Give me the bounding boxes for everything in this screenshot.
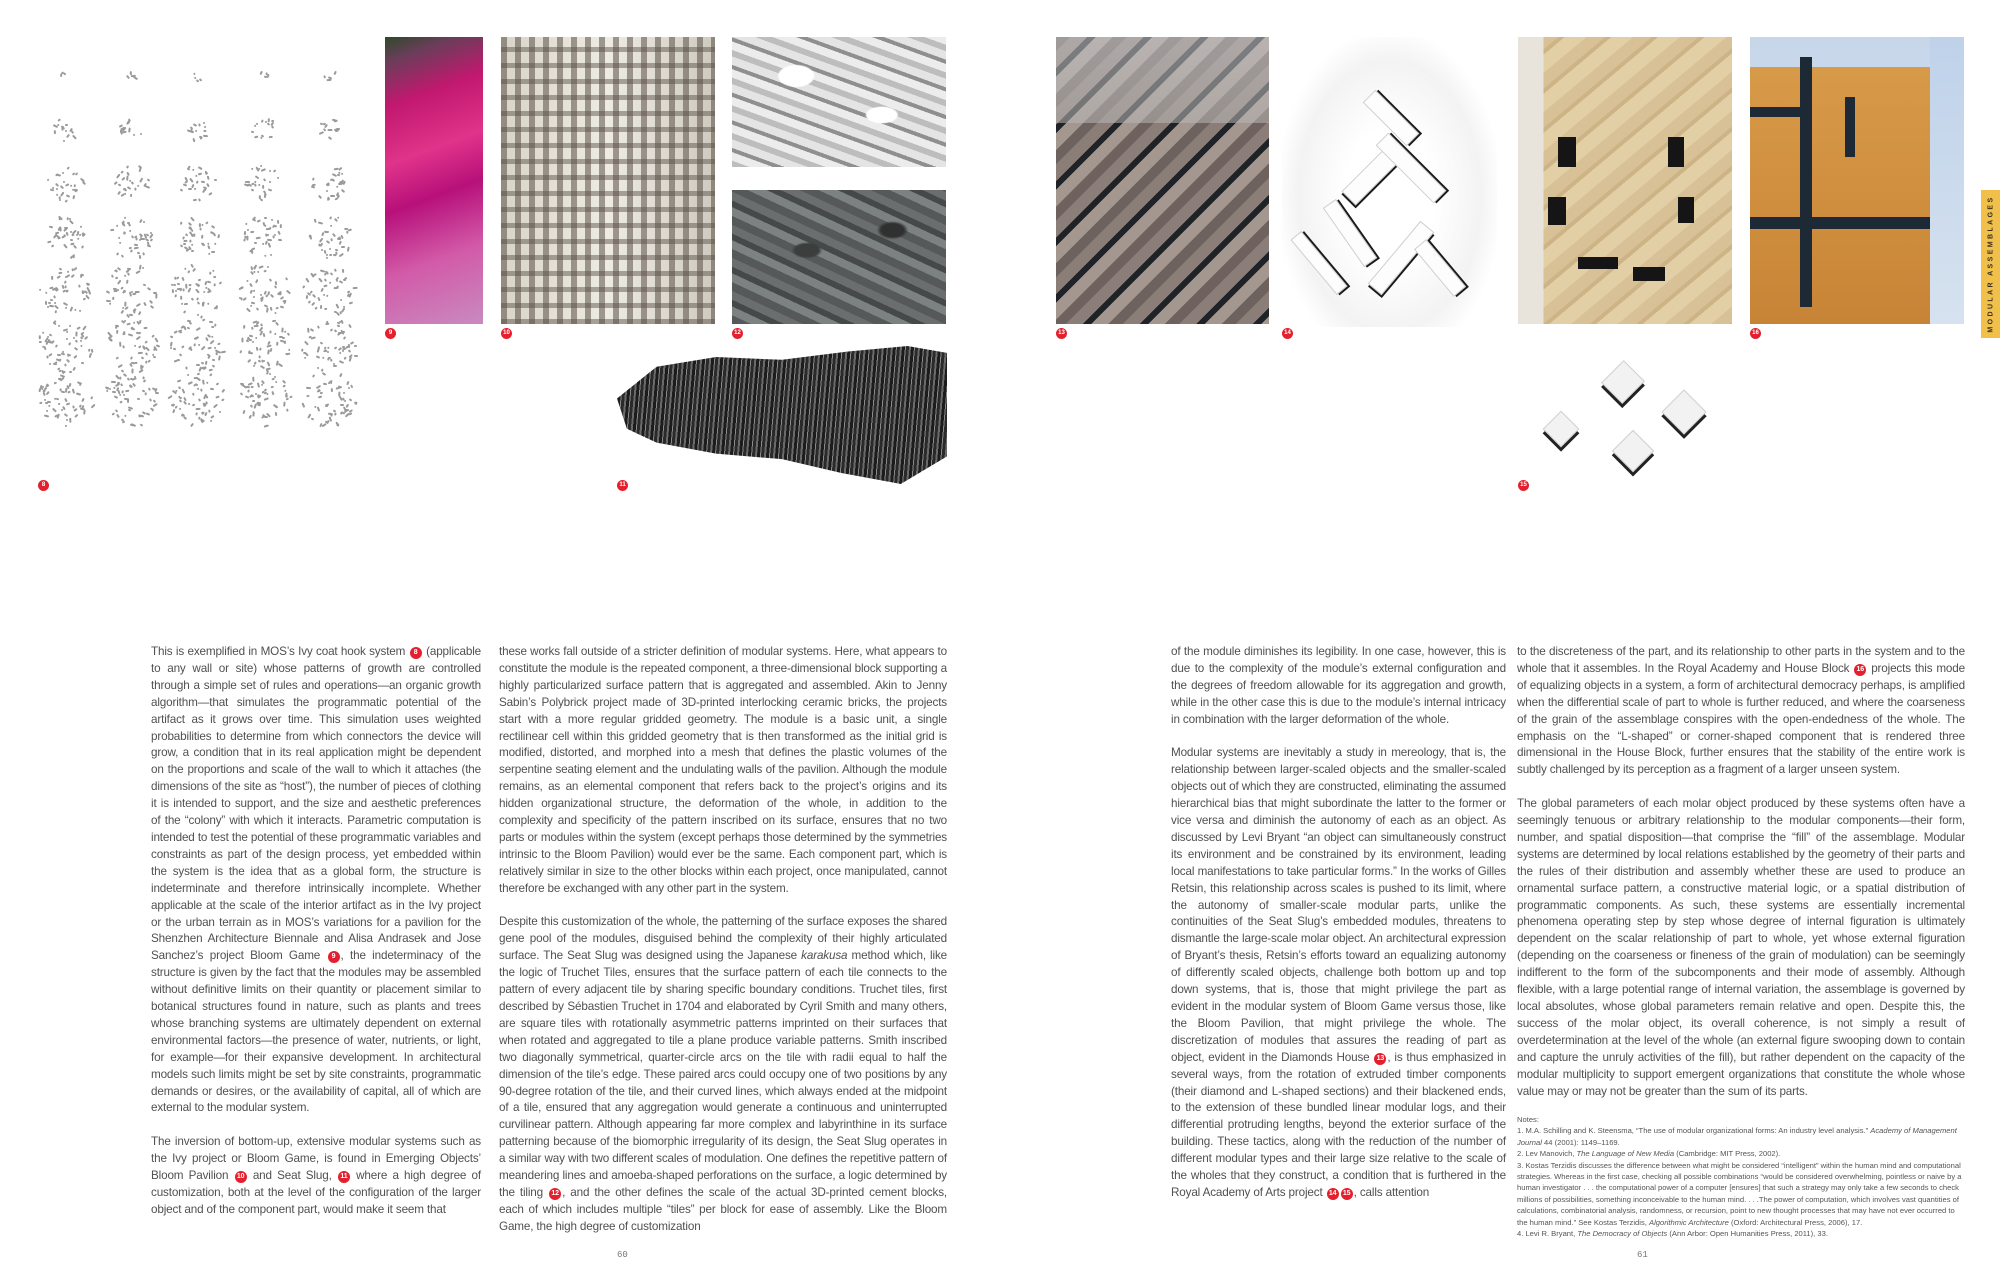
figure-badge-10: 10: [501, 328, 512, 339]
growth-step: [302, 374, 368, 428]
figure-16-house-block-photo: [1750, 37, 1964, 324]
growth-step: [170, 266, 236, 320]
growth-step: [104, 50, 170, 104]
figure-badge-14: 14: [1282, 328, 1293, 339]
page-number-right: 61: [1637, 1250, 1648, 1260]
growth-step: [38, 158, 104, 212]
paragraph: Modular systems are inevitably a study in mereology, that is, the relationship between larger-scaled objects and the smaller-scaled objects out of which they are constructed, eliminating the assumed hierarchical bias that might subordinate the latter to the former or vice versa and diminish the autonomy of each as an object. As discussed by Levi Bryant “an object can simultaneously construct its environment and be constrained by its environment, leading local manifestations to take particular forms.” In the works of Gilles Retsin, this relationship across scales is pushed to its limit, where the autonomy of smaller-scale modular parts, unlike the continuities of the Seat Slug’s embedded modules, threatens to dismantle the large-scale molar object. An architectural expression of Bryant’s thesis, Retsin’s efforts toward an equalizing autonomy of differently scaled objects, challenge both bottom up and top down systems, that is, those that might privilege the part as evident in the modular system of Bloom Game versus those, like the Bloom Pavilion, that might privilege the whole. The discretization of modules that assures the reading of part as object, evident in the Diamonds House 13 , is thus emphasized in several ways, from the rotation of extruded timber components (their diamond and L-shaped sections) and their blackened ends, to the extension of these bundled linear modular logs, and their differential protruding lengths, beyond the exterior surface of the building. These tactics, along with the reduction of the number of different modular types and their large size relative to the scale of the wholes that they construct, a condition that is furthered in the Royal Academy of Arts project 14 15 , calls attention: [1171, 746, 1506, 1199]
note-1: 1. M.A. Schilling and K. Steensma, “The use of modular organizational forms: An industry level analysis.” Academy of Management Journal 44 (2001): 1149–1169.: [1517, 1126, 1957, 1147]
text-column-4: [1517, 644, 1965, 1100]
figure-13-diamonds-house-photo: [1056, 37, 1269, 324]
figure-badge-11: 11: [617, 480, 628, 491]
figure-ref-13[interactable]: 13: [1374, 1053, 1386, 1065]
growth-step: [104, 320, 170, 374]
figure-ref-12[interactable]: 12: [549, 1188, 561, 1200]
figure-badge-12: 12: [732, 328, 743, 339]
figure-badge-13: 13: [1056, 328, 1067, 339]
growth-step: [170, 50, 236, 104]
text-column-3: [1171, 644, 1506, 1202]
growth-step: [38, 212, 104, 266]
figure-ref-14[interactable]: 14: [1327, 1188, 1339, 1200]
growth-step: [104, 374, 170, 428]
growth-step: [236, 50, 302, 104]
note-2: 2. Lev Manovich, The Language of New Media (Cambridge: MIT Press, 2002).: [1517, 1149, 1781, 1159]
figure-badge-8: 8: [38, 480, 49, 491]
figure-14-royal-academy-exploded-drawing: [1282, 37, 1497, 327]
section-tab-label: MODULAR ASSEMBLAGES: [1987, 195, 1994, 333]
growth-step: [236, 104, 302, 158]
figure-ref-10[interactable]: 10: [235, 1171, 247, 1183]
paragraph: these works fall outside of a stricter definition of modular systems. Here, what appears to constitute the module is the repeated component, a three-dimensional block supporting a highly particularized surface pattern that is aggregated and assembled. Akin to Jenny Sabin’s Polybrick project made of 3D-printed interlocking ceramic bricks, the projects start with a more regular gridded geometry. The module is a basic unit, a single rectilinear cell within this gridded geometry that is then transformed as the initial grid is modified, distorted, and morphed into a mesh that defines the plastic volumes of the serpentine seating element and the undulating walls of the pavilion. Although the module remains, as an elemental component that refers back to the project’s origins and its hidden organizational structure, the deformation of the whole, in addition to the complexity and specificity of the pattern inscribed on its surface, ensures that no two parts or modules within the system (except perhaps those determined by the symmetries intrinsic to the Bloom Pavilion) would ever be the same. Each component part, which is relatively similar in size to the other blocks within each project, once manipulated, cannot therefore be exchanged with any other part in the system.: [499, 645, 947, 895]
growth-step: [170, 374, 236, 428]
growth-step: [170, 320, 236, 374]
paragraph: of the module diminishes its legibility. In one case, however, this is due to the complexity of the module’s external configuration and the degrees of freedom allowable for its aggregation and growth, while in the other case this is due to the module’s internal intricacy in combination with the larger deformation of the whole.: [1171, 645, 1506, 726]
paragraph: The global parameters of each molar object produced by these systems often have a seemingly tenuous or arbitrary relationship to the modular components—their form, number, and spatial disposition—that comprise the “fill” of the assemblage. Modular systems are determined by local relations established by the geometry of their parts and the rules of their distribution and assembly whether these are used to produce an ornamental surface pattern, a constructive material logic, or a spatial distribution of programmatic components. As such, these systems are essentially incremental phenomena operating step by step whose degree of internal figuration is ultimately dependent on the scalar relationship of part to whole, yet whose external figuration (depending on the coarseness or fineness of the grain of modulation) can be seemingly indifferent to the form of the subcomponents and their mode of assembly. Although flexible, with a large potential range of internal variation, the assemblage is governed by local absolutes, whose global parameters remain relative and open. Despite this, the success of the molar object, its overall coherence, is not simply a result of overdetermination at the level of the whole (an external figure swooping down to contain and capture the unruly activities of the fill), but rather dependent on the capacity of the modular multiplicity to support emergent organizations that constitute the whole whose value may or may not be greater than the sum of its parts.: [1517, 797, 1965, 1098]
growth-step: [38, 320, 104, 374]
growth-step: [302, 320, 368, 374]
page-number-left: 60: [617, 1250, 628, 1260]
growth-step: [236, 158, 302, 212]
figure-badge-9: 9: [385, 328, 396, 339]
growth-step: [302, 266, 368, 320]
text-column-1: [151, 644, 481, 1219]
growth-step: [170, 158, 236, 212]
section-tab: [1981, 190, 2000, 338]
paragraph: to the discreteness of the part, and its relationship to other parts in the system and to the whole that it assembles. In the Royal Academy and House Block 16 projects this mode of equalizing objects in a system, a form of architectural democracy perhaps, is amplified when the differential scale of part to whole is further reduced, and where the coarseness of the grain of the assemblage conspires with the open-endedness of the whole. The emphasis on the “L-shaped” or corner-shaped component that is rendered three dimensional in the House Block, further ensures that the stability of the entire work is subtly challenged by its perception as a fragment of a larger unseen system.: [1517, 645, 1965, 777]
paragraph: This is exemplified in MOS’s Ivy coat hook system 8 (applicable to any wall or site) whose patterns of growth are controlled through a simple set of rules and operations—an organic growth algorithm—that simulates the programmatic potential of the artifact as it grows over time. This simulation uses weighted probabilities to determine from which connectors the device will grow, a condition that in its real application might be dependent on the proportions and scale of the wall to which it attaches (the dimensions of the site as “host”), the number of pieces of clothing it is intended to support, and the size and aesthetic preferences of the “colony” with which it interacts. Parametric computation is intended to test the potential of these programmatic variables and constraints as part of the design process, yet embedded within the system is the idea that as a global form, the structure is indeterminate and therefore intrinsically incomplete. Whether applicable at the scale of the interior artifact as in the Ivy project or the urban terrain as in MOS’s variations for a pavilion for the Shenzhen Architecture Biennale and Alisa Andrasek and Jose Sanchez’s project Bloom Game 9 , the indeterminacy of the structure is given by the fact that the modules may be assembled without definitive limits on their quantity or placement similar to botanical structures found in nature, such as plants and trees whose branching systems are ultimately dependent on external environmental factors—the presence of water, nutrients, or light, for example—for their expansive development. In architectural models such limits might be set by site constraints, programmatic demands or desires, or the availability of capital, all of which are external to the modular system.: [151, 645, 481, 1115]
figure-9-bloom-game-photo: [385, 37, 483, 324]
growth-step: [38, 266, 104, 320]
note-3: 3. Kostas Terzidis discusses the difference between what might be considered “intelligent” within the human mind and computational strategies. Whereas in the first case, checking all possible combinations “would be considered overwhelming, pointless or naive by a human investigator . . . the computational power of a computer [ensures] that such a strategy may only take a few seconds to check millions of possibilities, something inconceivable to the human mind. . . .The power of computation, which involves vast quantities of calculations, combinatorial analysis, randomness, or recursion, point to new thought processes that may have not ever occurred to the human mind.” See Kostas Terzidis, Algorithmic Architecture (Oxford: Architectural Press, 2006), 17.: [1517, 1160, 1962, 1227]
growth-step: [104, 158, 170, 212]
footnotes: [1517, 1114, 1965, 1239]
growth-step: [302, 50, 368, 104]
growth-step: [38, 374, 104, 428]
growth-step: [170, 104, 236, 158]
growth-step: [236, 266, 302, 320]
growth-step: [302, 212, 368, 266]
growth-step: [38, 50, 104, 104]
note-4: 4. Levi R. Bryant, The Democracy of Objects (Ann Arbor: Open Humanities Press, 2011), 33.: [1517, 1229, 1828, 1239]
growth-step: [38, 104, 104, 158]
figure-12-tile-render-gray: [732, 190, 946, 324]
figure-badge-15: 15: [1518, 480, 1529, 491]
figure-8-growth-simulation-grid: [38, 50, 368, 480]
figure-12-tile-render-white: [732, 37, 946, 167]
paragraph: The inversion of bottom-up, extensive modular systems such as the Ivy project or Bloom Game, is found in Emerging Objects’ Bloom Pavilion 10 and Seat Slug, 11 where a high degree of customization, both at the level of the configuration of the larger object and of the component part, would make it seem that: [151, 1135, 481, 1216]
figure-badge-16: 16: [1750, 328, 1761, 339]
growth-step: [104, 104, 170, 158]
growth-step: [236, 320, 302, 374]
paragraph: Despite this customization of the whole, the patterning of the surface exposes the shared gene pool of the modules, disguised behind the complexity of their highly articulated surface. The Seat Slug was designed using the Japanese karakusa method which, like the logic of Truchet Tiles, ensures that the surface pattern of each tile connects to the pattern of every adjacent tile by sharing specific boundary conditions. Truchet tiles, first described by Sébastien Truchet in 1704 and elaborated by Cyril Smith and many others, are square tiles with rotationally asymmetric patterns imprinted on their surfaces that when rotated and aggregated to tile a plane produce variable patterns. Smith inscribed two diagonally symmetrical, quarter-circle arcs on the tile with radii equal to half the dimension of the tile’s edge. These paired arcs could occupy one of two positions by any 90-degree rotation of the tile, and their curved lines, which always ended at the midpoint of a tile, ensured that any aggregation would generate a continuous and uninterrupted curvilinear pattern. Although appearing far more complex and labyrinthine in its surface patterning because of the biomorphic irregularity of its design, the Seat Slug operates in a similar way with two different scales of modulation. One defines the repetitive pattern of meandering lines and amoeba-shaped perforations on the surface, a logic determined by the tiling 12 , and the other defines the scale of the actual 3D-printed cement blocks, each of which includes multiple “tiles” per block for ease of assembly. Like the Bloom Game, the high degree of customization: [499, 915, 947, 1233]
figure-11-seat-slug-assembly: [617, 346, 947, 484]
figure-10-bloom-pavilion-photo: [501, 37, 715, 324]
figure-ref-11[interactable]: 11: [338, 1171, 350, 1183]
growth-step: [236, 374, 302, 428]
figure-ref-8[interactable]: 8: [410, 647, 422, 659]
figure-ref-15[interactable]: 15: [1341, 1188, 1353, 1200]
growth-step: [302, 158, 368, 212]
growth-step: [170, 212, 236, 266]
growth-step: [236, 212, 302, 266]
text-column-2: [499, 644, 947, 1236]
growth-step: [302, 104, 368, 158]
figure-ref-9[interactable]: 9: [328, 951, 340, 963]
growth-step: [104, 266, 170, 320]
figure-15-royal-academy-timber-photo: [1518, 37, 1732, 324]
figure-ref-16[interactable]: 16: [1854, 664, 1866, 676]
growth-step: [104, 212, 170, 266]
notes-heading: Notes:: [1517, 1115, 1539, 1124]
figure-15-corner-components-render: [1518, 356, 1732, 486]
